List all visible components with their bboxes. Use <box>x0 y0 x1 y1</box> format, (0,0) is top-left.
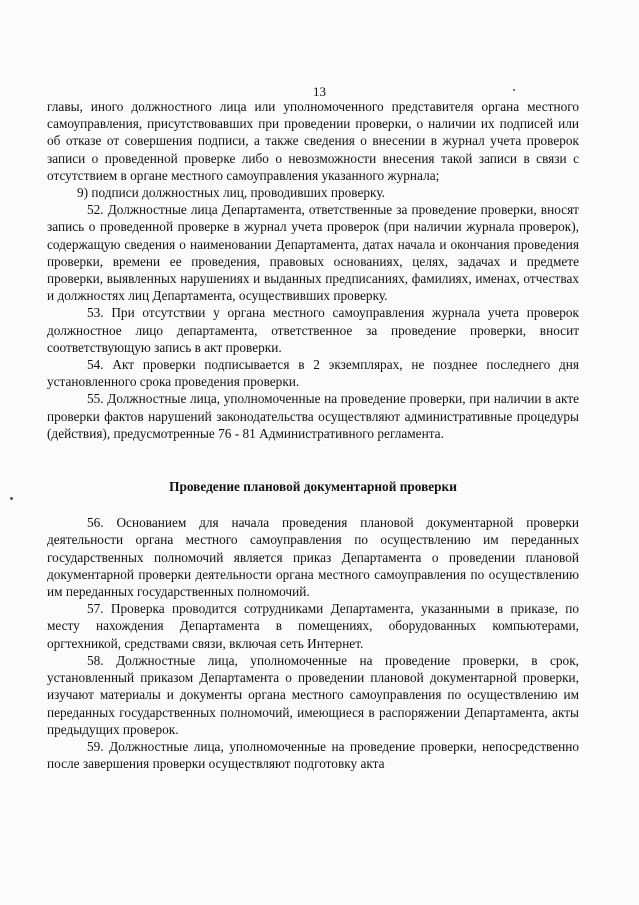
paragraph-52: 52. Должностные лица Департамента, ответственные за проведение проверки, вносят запись о проведенной проверке в журнал учета проверок (при наличии журнала проверок), содержащую сведения о наименовании Департамента, датах начала и окончания проведения проверки, времени ее проведения, правовых основаниях, целях, задачах и предмете проверки, выявленных нарушениях и выданных предписаниях, фамилиях, именах, отчествах и должностях лиц Департамента, осуществивших проверку. <box>47 202 579 304</box>
paragraph-54: 54. Акт проверки подписывается в 2 экземплярах, не позднее последнего дня установленного срока проведения проверки. <box>47 357 579 390</box>
paragraph-59: 59. Должностные лица, уполномоченные на проведение проверки, непосредственно после завершения проверки осуществляют подготовку акта <box>47 738 579 772</box>
scan-speck <box>513 89 515 91</box>
paragraph-53: 53. При отсутствии у органа местного самоуправления журнала учета проверок должностное лицо департамента, ответственное за проведение проверки, вносит соответствующую запись в акт проверки. <box>47 305 579 355</box>
paragraph-57: 57. Проверка проводится сотрудниками Департамента, указанными в приказе, по месту нахождения Департамента в помещениях, оборудованных компьютерами, оргтехникой, средствами связи, включая сеть Интернет. <box>47 601 579 651</box>
paragraph-58: 58. Должностные лица, уполномоченные на проведение проверки, в срок, установленный приказом Департамента о проведении плановой документарной проверки, изучают материалы и документы органа местного самоуправления по осуществлению им переданных государственных полномочий, имеющиеся в распоряжении Департамента, акты предыдущих проверок. <box>47 652 579 737</box>
document-body <box>47 98 579 772</box>
paragraph-56: 56. Основанием для начала проведения плановой документарной проверки деятельности органа местного самоуправления по осуществлению им переданных государственных полномочий является приказ Департамента о проведении плановой документарной проверки деятельности органа местного самоуправления по осуществлению им переданных государственных полномочий. <box>47 515 579 600</box>
paragraph-55: 55. Должностные лица, уполномоченные на проведение проверки, при наличии в акте проверки фактов нарушений законодательства осуществляют административные процедуры (действия), предусмотренные 76 - 81 Административного регламента. <box>47 391 579 441</box>
paragraph-continuation: главы, иного должностного лица или уполномоченного представителя органа местного самоуправления, присутствовавших при проведении проверки, о наличии их подписей или об отказе от совершения подписи, а также сведения о внесении в журнал учета проверок записи о проведенной проверке либо о невозможности внесения такой записи в связи с отсутствием в органе местного самоуправления указанного журнала; <box>47 99 579 183</box>
page-number: 13 <box>313 84 326 99</box>
section-heading: Проведение плановой документарной проверки <box>169 479 457 495</box>
list-item-9: 9) подписи должностных лиц, проводивших проверку. <box>77 185 385 201</box>
scan-speck <box>10 497 13 500</box>
